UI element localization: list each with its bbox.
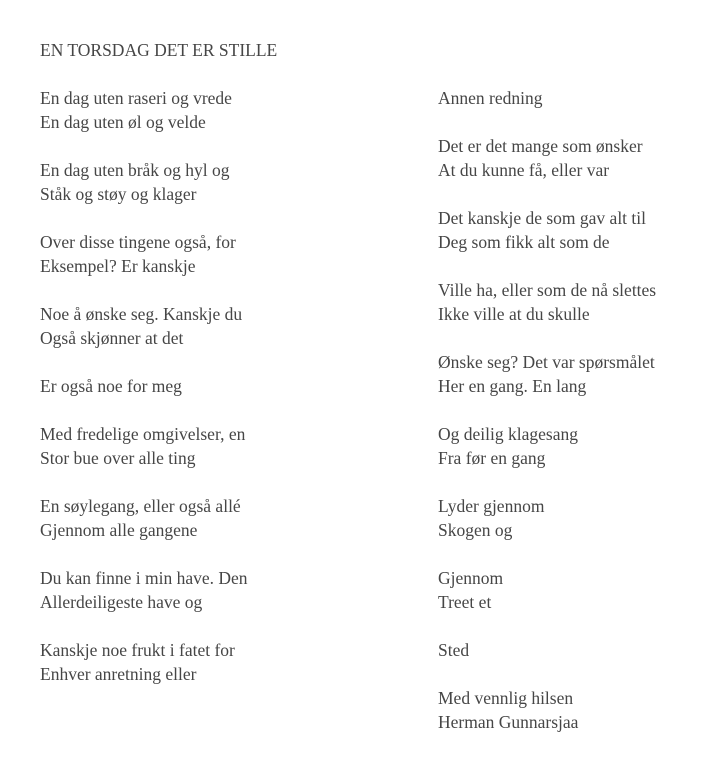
poem-line: Du kan finne i min have. Den	[40, 568, 248, 588]
poem-line: Deg som fikk alt som de	[438, 232, 610, 252]
poem-line: Gjennom alle gangene	[40, 520, 198, 540]
stanza	[438, 86, 656, 110]
poem-line: Treet et	[438, 592, 492, 612]
poem-line: Noe å ønske seg. Kanskje du	[40, 304, 243, 324]
poem-line: Ståk og støy og klager	[40, 184, 197, 204]
poem-line: En dag uten raseri og vrede	[40, 88, 232, 108]
signature	[438, 686, 656, 734]
poem-line: Med fredelige omgivelser, en	[40, 424, 246, 444]
stanza	[40, 494, 248, 542]
stanza	[438, 134, 656, 182]
author-name: Herman Gunnarsjaa	[438, 712, 579, 732]
poem-line: Det er det mange som ønsker	[438, 136, 643, 156]
poem-line: Eksempel? Er kanskje	[40, 256, 196, 276]
poem-line: Kanskje noe frukt i fatet for	[40, 640, 235, 660]
stanza	[438, 350, 656, 398]
poem-line: Stor bue over alle ting	[40, 448, 196, 468]
stanza	[40, 158, 248, 206]
poem-line: Også skjønner at det	[40, 328, 184, 348]
poem-line: En søylegang, eller også allé	[40, 496, 241, 516]
poem-line: Sted	[438, 640, 470, 660]
stanza	[40, 230, 248, 278]
poem-line: Gjennom	[438, 568, 504, 588]
stanza	[40, 638, 248, 686]
poem-line: Annen redning	[438, 88, 543, 108]
poem-line: Over disse tingene også, for	[40, 232, 236, 252]
poem-line: Lyder gjennom	[438, 496, 545, 516]
right-column	[438, 86, 656, 758]
stanza	[438, 422, 656, 470]
poem-line: Fra før en gang	[438, 448, 546, 468]
poem-line: En dag uten øl og velde	[40, 112, 206, 132]
poem-line: Ville ha, eller som de nå slettes	[438, 280, 657, 300]
stanza	[438, 206, 656, 254]
stanza	[438, 278, 656, 326]
poem-title: EN TORSDAG DET ER STILLE	[40, 40, 278, 60]
poem-line: Enhver anretning eller	[40, 664, 197, 684]
poem-line: Ønske seg? Det var spørsmålet	[438, 352, 655, 372]
poem-line: Det kanskje de som gav alt til	[438, 208, 647, 228]
poem-line: Allerdeiligeste have og	[40, 592, 203, 612]
poem-line: At du kunne få, eller var	[438, 160, 610, 180]
stanza	[40, 422, 248, 470]
poem-line: Her en gang. En lang	[438, 376, 587, 396]
stanza	[40, 302, 248, 350]
poem-line: En dag uten bråk og hyl og	[40, 160, 230, 180]
poem-line: Ikke ville at du skulle	[438, 304, 590, 324]
stanza	[40, 374, 248, 398]
poem-line: Og deilig klagesang	[438, 424, 578, 444]
stanza	[438, 494, 656, 542]
stanza	[438, 566, 656, 614]
left-column	[40, 86, 248, 710]
stanza	[438, 638, 656, 662]
poem-line: Skogen og	[438, 520, 513, 540]
closing-line: Med vennlig hilsen	[438, 688, 574, 708]
poem-line: Er også noe for meg	[40, 376, 182, 396]
stanza	[40, 566, 248, 614]
stanza	[40, 86, 248, 134]
